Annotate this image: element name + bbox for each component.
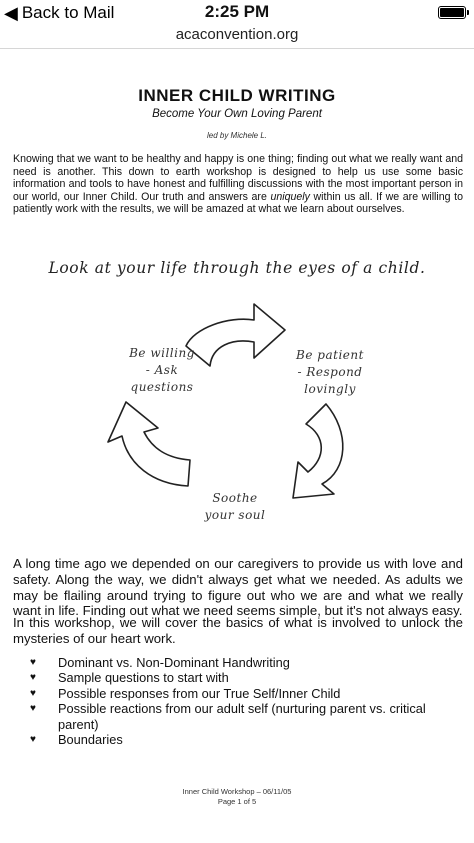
page-footer-title: Inner Child Workshop – 06/11/05	[182, 787, 292, 796]
cycle-label-be-willing: Be willing - Ask questions	[129, 346, 195, 394]
cycle-arrow-right	[293, 404, 343, 498]
intro-paragraph: Knowing that we want to be healthy and happy is one thing; finding out what we really want and need is another. This down to earth workshop is designed to help us use some basic information and tools to have honest and fulfilling discussions with the most important person in our world, our Inner Child. Our truth and answers are uniquely within us all. If we are willing to patiently work with the results, we will be amazed at what we learn about ourselves.	[13, 153, 463, 216]
author-line: led by Michele L.	[206, 131, 268, 140]
cycle-label-be-patient: Be patient - Respond lovingly	[296, 348, 364, 396]
page-title: INNER CHILD WRITING	[138, 86, 336, 105]
topic-list	[30, 655, 460, 747]
back-chevron-icon: ◀	[4, 3, 18, 23]
back-to-mail-label: Back to Mail	[21, 3, 115, 22]
page-subtitle: Become Your Own Loving Parent	[152, 108, 322, 120]
page-number: Page 1 of 5	[217, 797, 257, 806]
heart-bullet-icon: ♥	[30, 672, 36, 684]
battery-full-icon	[438, 6, 466, 19]
list-item: ♥ Boundaries	[30, 732, 123, 748]
address-bar[interactable]: acaconvention.org	[175, 26, 299, 43]
status-bar	[0, 0, 474, 26]
list-item: ♥ Sample questions to start with	[30, 670, 229, 686]
workshop-paragraph: In this workshop, we will cover the basics of what is involved to unlock the mysteries of our heart work.	[13, 615, 463, 646]
heart-bullet-icon: ♥	[30, 687, 36, 699]
history-paragraph: A long time ago we depended on our caregivers to provide us with love and safety. Along the way, we didn't always get what we needed. As adults we may be flailing around trying to figure out who we are and what we really want in life. Finding out what we need seems simple, but it's not always easy.	[13, 556, 463, 619]
cycle-arrow-left	[108, 402, 190, 486]
emphasized-word: uniquely	[270, 190, 310, 203]
heart-bullet-icon: ♥	[30, 657, 36, 668]
list-item: ♥ Possible reactions from our adult self (nurturing parent vs. critical parent)	[30, 701, 426, 732]
handwritten-heading: Look at your life through the eyes of a child.	[48, 259, 426, 277]
status-time: 2:25 PM	[204, 2, 270, 21]
list-item: ♥ Possible responses from our True Self/Inner Child	[30, 685, 341, 701]
list-item: ♥ Dominant vs. Non-Dominant Handwriting	[30, 655, 290, 670]
heart-bullet-icon: ♥	[30, 703, 36, 715]
cycle-label-soothe: Soothe your soul	[204, 491, 266, 522]
toolbar-divider	[0, 48, 474, 49]
heart-bullet-icon: ♥	[30, 734, 36, 746]
